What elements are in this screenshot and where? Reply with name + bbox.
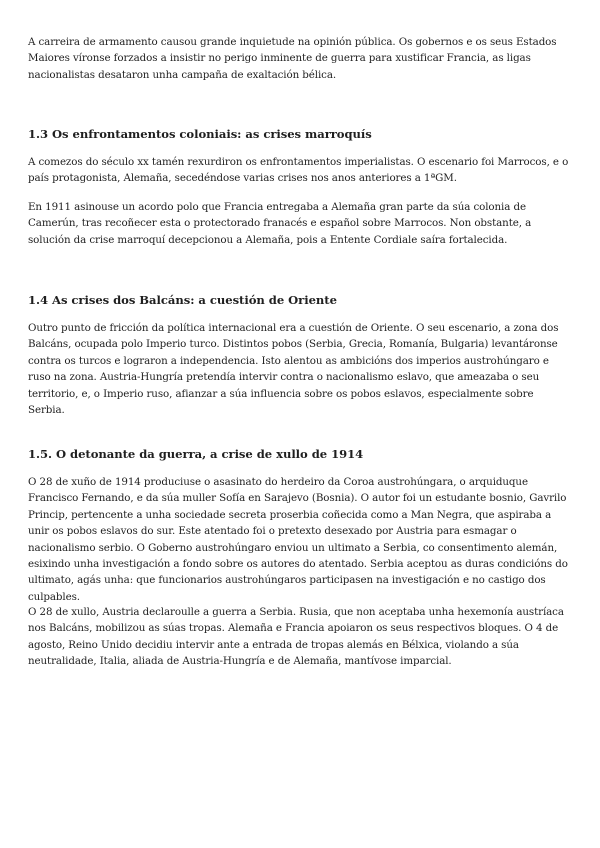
section-heading-1-5: 1.5. O detonante da guerra, a crise de xullo de 1914 [28,447,364,461]
section-1-3-paragraph-1: A comezos do século xx tamén rexurdiron os enfrontamentos imperialistas. O escenario foi Marrocos, e o país protagonista, Alemaña, secedéndose varias crises nos anos anteriores a 1ªGM. [28,156,569,185]
section-1-5-paragraph-2: O 28 de xullo, Austria declaroulle a guerra a Serbia. Rusia, que non aceptaba unha hexemonía austríaca nos Balcáns, mobilizou as súas tropas. Alemaña e Francia apoiaron os seus respectivos bloques. O 4 de agosto, Reino Unido decidiu intervir ante a entrada de tropas alemás en Bélxica, violando a súa neutralidade, Italia, aliada de Austria-Hungría e de Alemaña, mantívose imparcial. [28,606,564,668]
section-heading-1-4: 1.4 As crises dos Balcáns: a cuestión de Oriente [28,293,337,307]
section-heading-1-3: 1.3 Os enfrontamentos coloniais: as crises marroquís [28,127,372,141]
section-1-4-paragraph-1: Outro punto de fricción da política internacional era a cuestión de Oriente. O seu escenario, a zona dos Balcáns, ocupada polo Imperio turco. Distintos pobos (Serbia, Grecia, Romanía, Bulgaria) levantáronse contra os turcos e lograron a independencia. Isto alentou as ambicións dos imperios austrohúngaro e ruso na zona. Austria-Hungría pretendía intervir contra o nacionalismo eslavo, que ameazaba o seu territorio, e, o Imperio ruso, afianzar a súa influencia sobre os pobos eslavos, especialmente sobre Serbia. [28,322,559,417]
intro-paragraph: A carreira de armamento causou grande inquietude na opinión pública. Os gobernos e os seus Estados Maiores víronse forzados a insistir no perigo inminente de guerra para xustificar Francia, as ligas nacionalistas desataron unha campaña de exaltación bélica. [28,36,557,81]
section-1-5-paragraph-1: O 28 de xuño de 1914 produciuse o asasinato do herdeiro da Coroa austrohúngara, o arquiduque Francisco Fernando, e da súa muller Sofía en Sarajevo (Bosnia). O autor foi un estudante bosnio, Gavrilo Princip, pertencente a unha sociedade secreta proserbia coñecida como a Man Negra, que aspiraba a unir os pobos eslavos do sur. Este atentado foi o pretexto desexado por Austria para esmagar o nacionalismo serbio. O Goberno austrohúngaro enviou un ultimato a Serbia, co consentimento alemán, esixindo unha investigación a fondo sobre os autores do atentado. Serbia aceptou as duras condicións do ultimato, agás unha: que funcionarios austrohúngaros participasen na investigación e no castigo dos culpables. [28,476,568,603]
section-1-3-paragraph-2: En 1911 asinouse un acordo polo que Francia entregaba a Alemaña gran parte da súa colonia de Camerún, tras recoñecer esta o protectorado franacés e español sobre Marrocos. Non obstante, a solución da crise marroquí decepcionou a Alemaña, pois a Entente Cordiale saíra fortalecida. [28,201,532,246]
